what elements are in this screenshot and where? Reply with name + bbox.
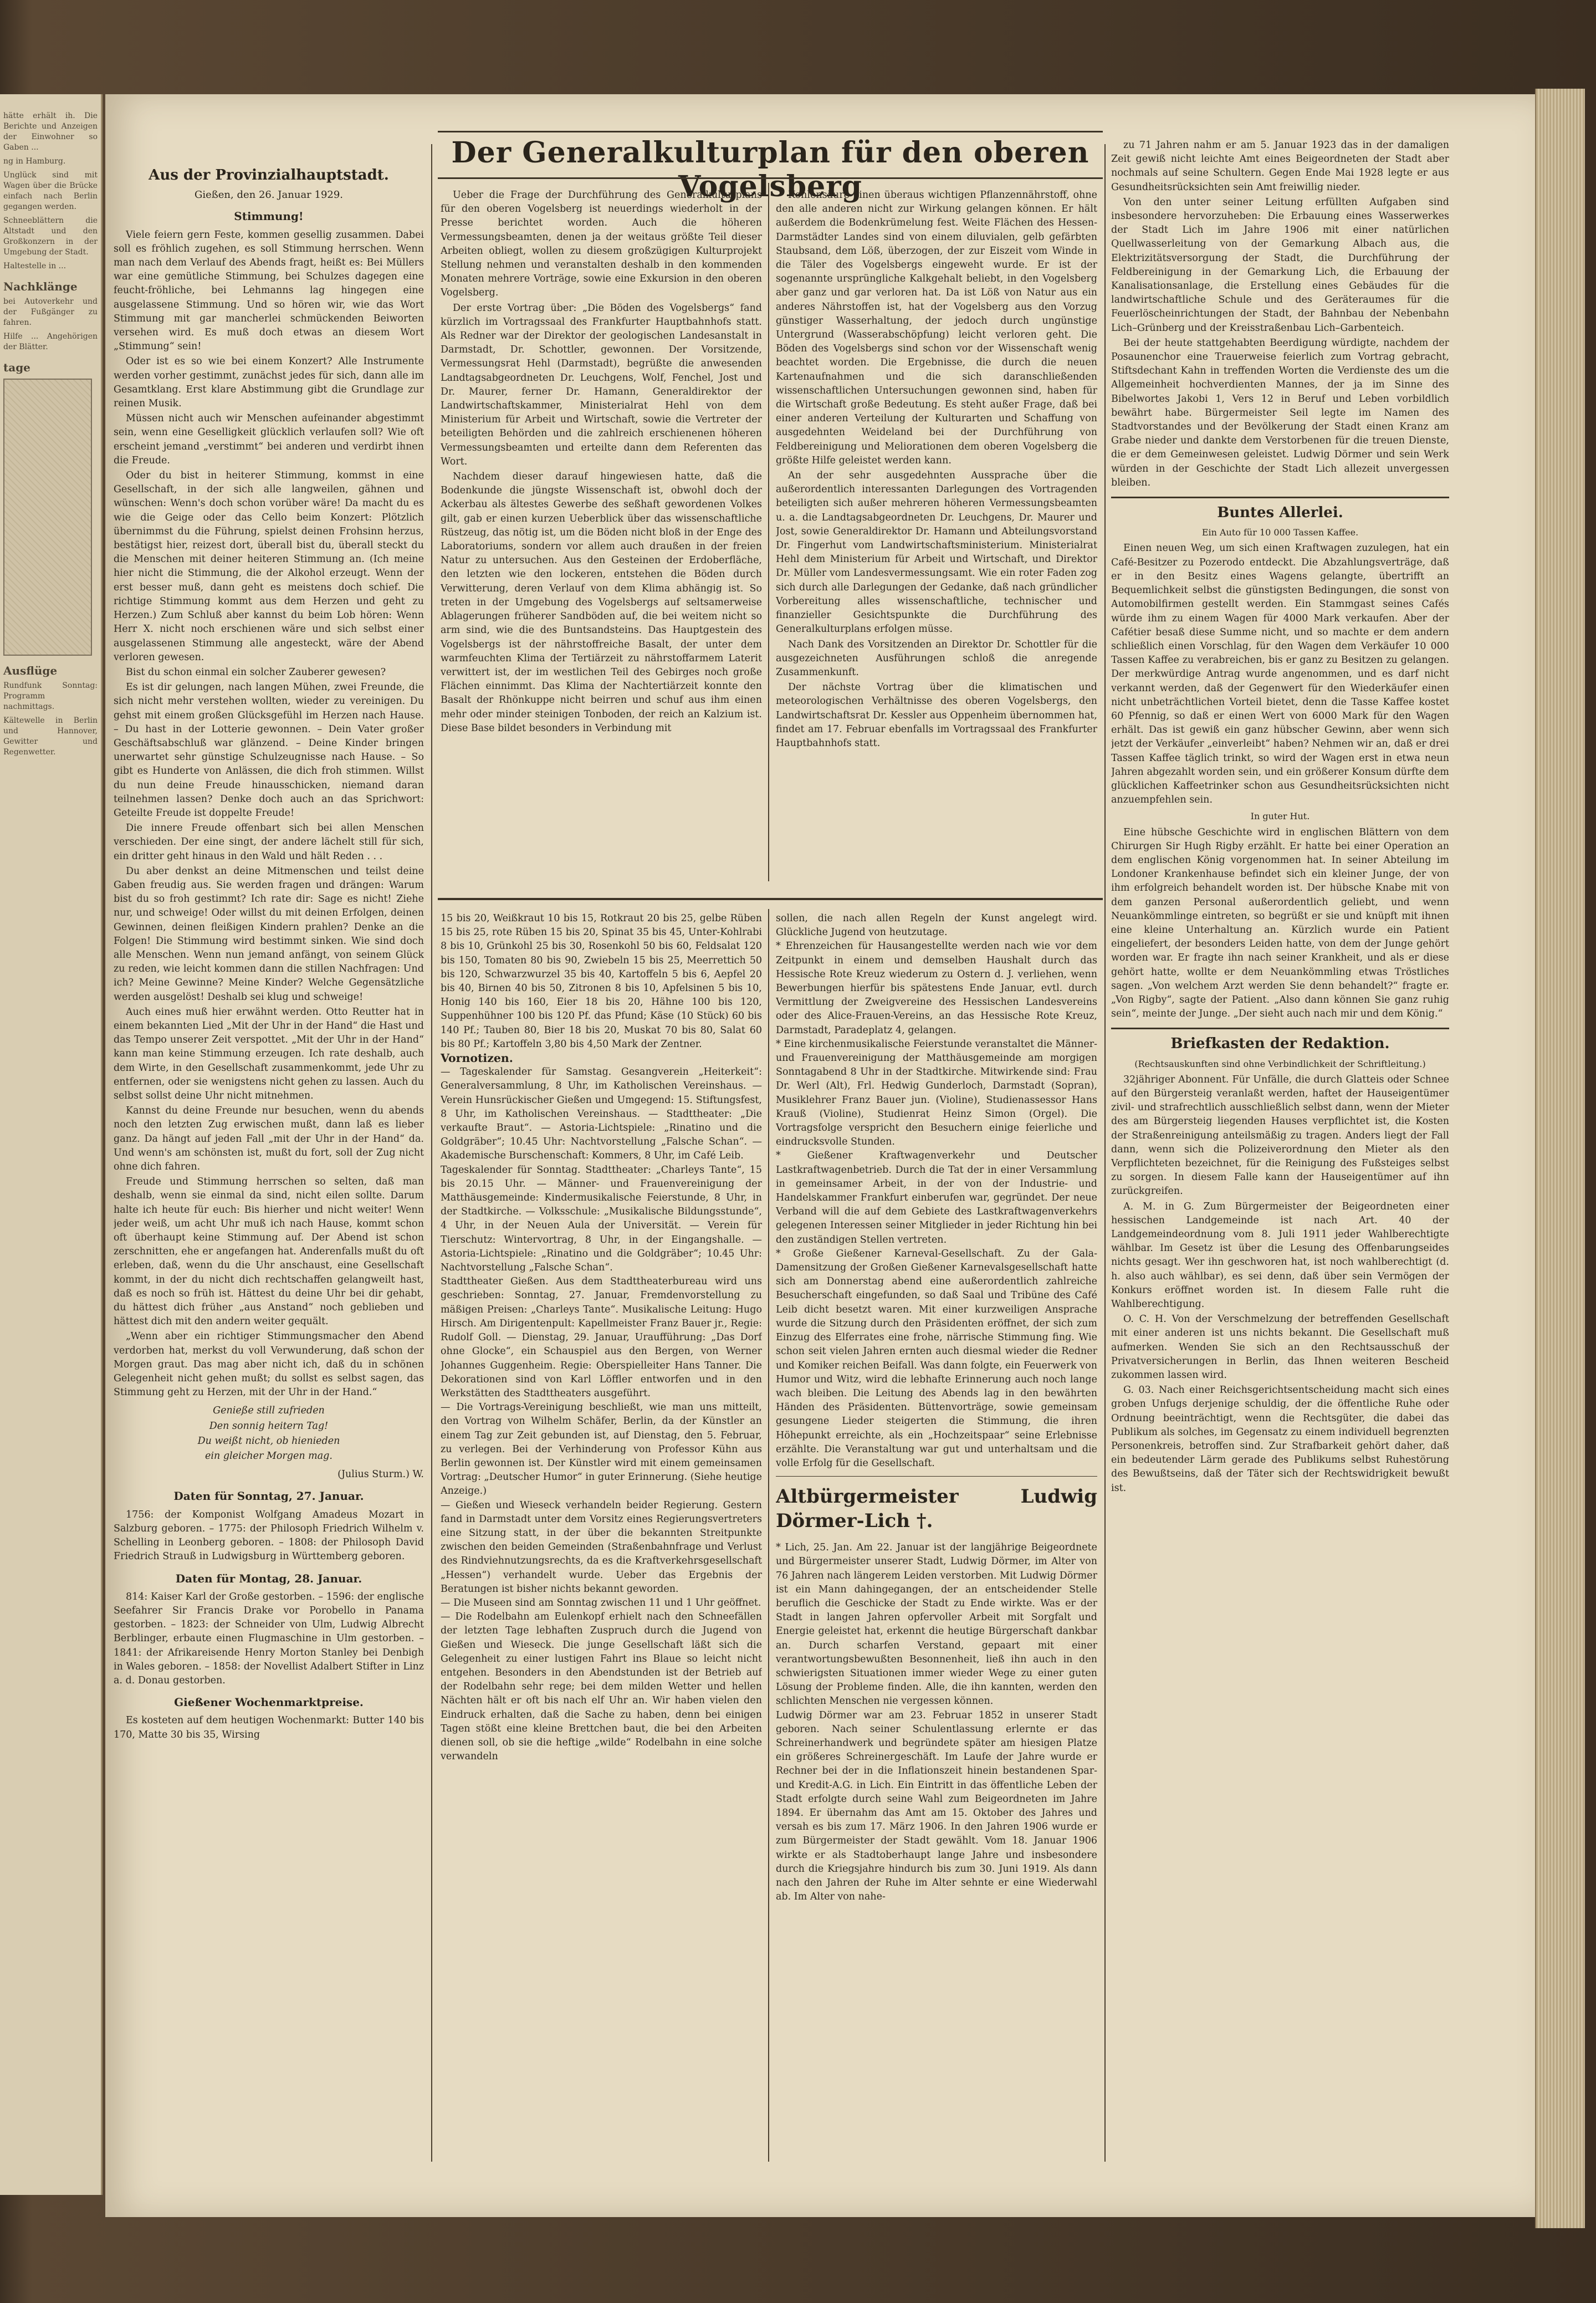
column-provincial-capital bbox=[114, 161, 424, 1743]
paragraph: Du aber denkst an deine Mitmenschen und teilst deine Gaben freudig aus. Sie werden fragen und drängen: Warum bist du so froh gestimmt? Ich rate dir: Sage es nicht! Ziehe nur, und schweige! Oder willst du mit deinen Erfolgen, deinen Gewinnen, deinen fleißigen Kindern prahlen? Denke an die Folgen! Die Stimmung wird bestimmt sinken. Wie sind doch alle Menschen. Wenn nun jemand anfängt, von seinem Glück zu reden, wie leicht kommen dann die stillen Nachfragen: Und ich? Meine Gewinne? Meine Kinder? Welche Gegensätzliche werden ausgelöst! Deshalb sei klug und schweige! bbox=[114, 865, 424, 1003]
article-title: Stimmung! bbox=[234, 210, 304, 223]
paragraph: * Gießener Kraftwagenverkehr und Deutscher Lastkraftwagenbetrieb. Durch die Tat der in einer Versammlung in gemeinsamer Arbeit, in der von der Industrie- und Handelskammer Frankfurt einberufen war, gegründet. Der neue Verband will die auf dem Gebiete des Lastkraftwagenverkehrs gelegenen Interessen seiner Mitglieder in jeder Richtung hin bei den zuständigen Stellen vertreten. bbox=[776, 1150, 1097, 1245]
left-page-text bbox=[3, 111, 98, 761]
poem-signature: (Julius Sturm.) W. bbox=[337, 1469, 424, 1480]
left-page-fragment bbox=[0, 94, 103, 2195]
paragraph: — Gießen und Wieseck verhandeln beider Regierung. Gestern fand in Darmstadt unter dem Vorsitz eines Regierungsvertreters eine Sitzung statt, in der über die bekannten Streitpunkte zwischen den beiden Gemeinden (Straßenbahnfrage und Verlust des Rindviehnutzungsrechts, da es die Kraftverkehrsgesellschaft „Hessen“) verhandelt wurde. Ueber das Ergebnis der Beratungen ist bisher nichts bekannt geworden. bbox=[441, 1499, 762, 1595]
left-heading: Nachklänge bbox=[3, 280, 78, 293]
paragraph: Müssen nicht auch wir Menschen aufeinander abgestimmt sein, wenn eine Geselligkeit glücklich verlaufen soll? Wie oft erscheint jemand „verstimmt“ bei anderen und verdirbt ihnen die Freude. bbox=[114, 413, 424, 466]
paragraph: Von den unter seiner Leitung erfüllten Aufgaben sind insbesondere hervorzuheben: Die Erbauung eines Wasserwerkes der Stadt Lich im Jahre 1906 mit einer natürlichen Quellwasserleitung von der Gemarkung Albach aus, die Elektrizitätsversorgung der Stadt, die Durchführung der Feldbereinigung in der Gemarkung Lich, die Erbauung der Kanalisationsanlage, die Erstellung eines Gebäudes für die landwirtschaftliche Schule und des Geräteraumes für die Feuerlöscheinrichtungen der Stadt, der Bahnbau der Nebenbahn Lich–Grünberg und der Kreisstraßenbau Lich–Garbenteich. bbox=[1111, 196, 1449, 334]
poem-line: Den sonnig heitern Tag! bbox=[209, 1420, 329, 1432]
paragraph: Der nächste Vortrag über die klimatischen und meteorologischen Verhältnisse des oberen Vogelsbergs, den Landwirtschaftsrat Dr. Kessler aus Oppenheim übernommen hat, findet am 17. Februar ebenfalls im Vortragssaal des Frankfurter Hauptbahnhofs statt. bbox=[776, 682, 1097, 749]
paragraph: zu 71 Jahren nahm er am 5. Januar 1923 das in der damaligen Zeit gewiß nicht leichte Amt eines Beigeordneten der Stadt aber nochmals auf seine Schultern. Gegen Ende Mai 1928 legte er aus Gesundheitsrücksichten sein Amt freiwillig nieder. bbox=[1111, 140, 1449, 193]
paragraph: A. M. in G. Zum Bürgermeister der Beigeordneten einer hessischen Landgemeinde ist nach Art. 40 der Landgemeindeordnung vom 8. Juli 1911 jeder Wahlberechtigte wählbar. Im Gesetz ist über die Lesung des Offenbarungseides nichts gesagt. Wer ihn geschworen hat, ist noch wahlberechtigt (d. h. also auch wählbar), es sei denn, daß über sein Vermögen der Konkurs eröffnet worden ist. In diesem Falle ruht die Wahlberechtigung. bbox=[1111, 1201, 1449, 1310]
paragraph: Der erste Vortrag über: „Die Böden des Vogelsbergs“ fand kürzlich im Vortragssaal des Frankfurter Hauptbahnhofs statt. Als Redner war der Direktor der geologischen Landesanstalt in Darmstadt, Dr. Schottler, gewonnen. Der Vorsitzende, Vermessungsrat Hehl (Darmstadt), begrüßte die anwesenden Landtagsabgeordneten Dr. Leuchgens, Wolf, Fenchel, Jost und Dr. Maurer, ferner Dr. Hamann, Generaldirektor der Landwirtschaftskammer, Ministerialrat Hehl von dem Ministerium für Arbeit und Wirtschaft, sowie die Vertreter der beteiligten Behörden und die zahlreich erschienenen höheren Vermessungsbeamten und erteilte dann dem Referenten das Wort. bbox=[441, 302, 762, 467]
section-title: Daten für Montag, 28. Januar. bbox=[175, 1571, 362, 1585]
column-headline: Aus der Provinzialhauptstadt. bbox=[149, 167, 389, 183]
paragraph: Bei der heute stattgehabten Beerdigung würdigte, nachdem der Posaunenchor eine Trauerweise feierlich zum Vortrag gebracht, Stiftsdechant Kahn in treffenden Worten die Verdienste des um die Allgemeinheit hochverdienten Mannes, der ja im Sinne des Bibelwortes Jakobi 1, Vers 12 in Beruf und Leben vorbildlich bewährt habe. Bürgermeister Seil legte im Namen des Stadtvorstandes und der Bevölkerung der Stadt einen Kranz am Grabe nieder und dankte dem Verstorbenen für die treuen Dienste, die er dem Gemeinwesen geleistet. Ludwig Dörmer und sein Werk würden in der Geschichte der Stadt Lich allezeit unvergessen bleiben. bbox=[1111, 337, 1449, 488]
left-snippet: Kältewelle in Berlin und Hannover, Gewitter und Regenwetter. bbox=[3, 716, 98, 757]
paragraph: * Eine kirchenmusikalische Feierstunde veranstaltet die Männer- und Frauenvereinigung der Matthäusgemeinde am morgigen Sonntagabend 8 Uhr in der Stadtkirche. Mitwirkende sind: Frau Dr. Werl (Alt), Frl. Hedwig Gunderloch, Darmstadt (Sopran), Musiklehrer Franz Bauer jun. (Violine), Studienassessor Hans Krauß (Violine), Studienrat Heinz Simon (Orgel). Die Vortragsfolge verspricht den Besuchern einige feierliche und eindrucksvolle Stunden. bbox=[776, 1038, 1097, 1148]
paragraph: Kohlensäure einen überaus wichtigen Pflanzennährstoff, ohne den alle anderen nicht zur Wirkung gelangen können. Er hält außerdem die Bodenkrümelung fest. Weite Flächen des Hessen-Darmstädter Landes sind von einem diluvialen, gelb gefärbten Staubsand, dem Löß, überzogen, der zur Eiszeit vom Winde in die Täler des Vogelsbergs eingeweht wurde. Er ist der sogenannte ursprüngliche Kalkgehalt beliebt, in den Vogelsberg aber ganz und gar verloren hat. Da ist Löß von Natur aus ein anderes Nährstoffen ist, hat der Vogelsberg aus den Vorzug günstiger Wasserhaltung, der jedoch durch ungünstige Untergrund (Wasserabschöpfung) leicht verloren geht. Die Böden des Vogelsbergs sind schon vor der Wissenschaft wenig beachtet worden. Die Ergebnisse, die durch die neuen Kartenaufnahmen und die sich daranschließenden wissenschaftlichen Untersuchungen gewonnen sind, haben für die Wirtschaft große Bedeutung. Es steht außer Frage, daß bei einer anderen Verteilung der Kulturarten und Schaffung von ausgedehnten Weideland bei der Durchführung von Feldbereinigung und Meliorationen dem oberen Vogelsberg die größte Hilfe geleistet werden kann. bbox=[776, 190, 1097, 466]
paragraph: Tageskalender für Sonntag. Stadttheater: „Charleys Tante“, 15 bis 20.15 Uhr. — Männer- und Frauenvereinigung der Matthäusgemeinde: Kindermusikalische Feierstunde, 8 Uhr, in der Stadtkirche. — Volksschule: „Musikalische Bildungsstunde“, 4 Uhr, in der Neuen Aula der Universität. — Verein für Tierschutz: Wintervortrag, 8 Uhr, in der Eingangshalle. — Astoria-Lichtspiele: „Rinatino und die Goldgräber“; 10.45 Uhr: Nachtvorstellung „Falsche Schan“. bbox=[441, 1164, 762, 1274]
paragraph: Oder ist es so wie bei einem Konzert? Alle Instrumente werden vorher gestimmt, zunächst jedes für sich, dann alle im Gesamtklang. Erst klare Abstimmung gibt die Grundlage zur reinen Musik. bbox=[114, 356, 424, 410]
left-heading: Ausflüge bbox=[3, 664, 58, 677]
paragraph: „Wenn aber ein richtiger Stimmungsmacher den Abend verdorben hat, merkst du voll Verwunderung, daß schon der Morgen graut. Das mag aber nicht ich, daß du in schönen Gelegenheit nicht gehen mußt; du sollst es selbst sagen, das Stimmung geht zu Herzen, mit der Uhr in der Hand.“ bbox=[114, 1331, 424, 1398]
column-culture-plan-2 bbox=[776, 188, 1097, 752]
paragraph: * Ehrenzeichen für Hausangestellte werden nach wie vor dem Zeitpunkt in einem und demselben Haushalt durch das Hessische Rote Kreuz wiederum zu Ostern d. J. verliehen, wenn Bewerbungen hierfür bis spätestens Ende Januar, evtl. durch Vermittlung der Zweigvereine des Hessischen Landesvereins oder des Alice-Frauen-Vereins, an das Hessische Rote Kreuz, Darmstadt, Paradeplatz 4, gelangen. bbox=[776, 941, 1097, 1036]
paragraph: 15 bis 20, Weißkraut 10 bis 15, Rotkraut 20 bis 25, gelbe Rüben 15 bis 25, rote Rüben 15 bis 20, Spinat 35 bis 45, Unter-Kohlrabi 8 bis 10, Grünkohl 25 bis 30, Rosenkohl 50 bis 60, Feldsalat 120 bis 150, Tomaten 80 bis 90, Zwiebeln 15 bis 25, Meerrettich 50 bis 120, Schwarzwurzel 35 bis 40, Kartoffeln 5 bis 6, Aepfel 20 bis 40, Birnen 40 bis 50, Zitronen 8 bis 10, Apfelsinen 5 bis 10, Honig 140 bis 160, Eier 18 bis 20, Hähne 100 bis 120, Suppenhühner 100 bis 120 Pf. das Pfund; Käse (10 Stück) 60 bis 140 Pf.; Tauben 80, Bier 18 bis 20, Muskat 70 bis 80, Salat 60 bis 80 Pf.; Kartoffeln 3,80 bis 4,50 Mark der Zentner. bbox=[441, 913, 762, 1050]
section-subtitle: In guter Hut. bbox=[1250, 811, 1310, 822]
paragraph: * Große Gießener Karneval-Gesellschaft. Zu der Gala-Damensitzung der Großen Gießener Karnevalsgesellschaft hatte sich am Donnerstag abend eine außerordentlich zahlreiche Besucherschaft eingefunden, so daß Saal und Tribüne des Café Leib dicht besetzt waren. Mit einer kurzweiligen Ansprache wurde die Sitzung durch den Präsidenten eröffnet, der sich zum Einzug des Elferrates eine frohe, närrische Stimmung fing. Wie schon seit vielen Jahren ernten auch diesmal wieder die Redner und Komiker reichen Beifall. Was dann folgte, ein Feuerwerk von Humor und Witz, wird die lebhafte Erinnerung auch noch lange wach bleiben. Die Leitung des Abends lag in den bewährten Händen des Präsidenten. Büttenvorträge, sowie gemeinsam gesungene Lieder steigerten die Stimmung, die ihren Höhepunkt erreichte, als ein „Hochzeitspaar“ seine Erlebnisse erzählte. Die Veranstaltung war gut und unterhaltsam und die volle Erfolg für die Gesellschaft. bbox=[776, 1248, 1097, 1469]
left-snippet: Schneeblättern die Altstadt und den Großkonzern in der Umgebung der Stadt. bbox=[3, 216, 98, 257]
paragraph: — Tageskalender für Samstag. Gesangverein „Heiterkeit“: Generalversammlung, 8 Uhr, im Katholischen Vereinshaus. — Verein Hunsrückischer Gießen und Umgegend: 15. Stiftungsfest, 8 Uhr, im Katholischen Vereinshaus. — Stadttheater: „Die verkaufte Braut“. — Astoria-Lichtspiele: „Rinatino und die Goldgräber“; 10.45 Uhr: Nachtvorstellung „Falsche Schan“. — Akademische Burschenschaft: Kommers, 8 Uhr, im Café Leib. bbox=[441, 1066, 762, 1162]
section-headline: Buntes Allerlei. bbox=[1217, 504, 1343, 522]
paragraph: Oder du bist in heiterer Stimmung, kommst in eine Gesellschaft, in der sich alle langweilen, gähnen und wünschen: Wenn's doch schon vorüber wäre! Da macht du es wie die Geige oder das Cello beim Konzert: Plötzlich übernimmst du die Führung, spielst deinen Frohsinn herzus, bestätigst hier, reizest dort, überall bist du, überall steckt du die Menschen mit deiner heiteren Stimmung an. (Ich meine hier nicht die Stimmung, die der Alkohol erzeugt. Wenn der erst besser muß, dann geht es meistens doch schief. Die richtige Stimmung kommt aus dem Herzen und geht zu Herzen.) Zum Schluß aber kannst du beim Lob hören: Wenn Herr X. nicht noch erschienen wäre und sich selbst einer ausgelassenen Stimmung alle angesteckt, wäre der Abend verloren gewesen. bbox=[114, 470, 424, 663]
paragraph: * Lich, 25. Jan. Am 22. Januar ist der langjährige Beigeordnete und Bürgermeister unserer Stadt, Ludwig Dörmer, im Alter von 76 Jahren nach längerem Leiden verstorben. Mit Ludwig Dörmer ist ein Mann dahingegangen, der an entscheidender Stelle beruflich die Geschicke der Stadt zu Ende wirkte. Was er der Stadt in langen Jahren opfervoller Arbeit mit Sorgfalt und Energie geleistet hat, erkennt die heutige Bürgerschaft dankbar an. Durch scharfen Verstand, gepaart mit einer verantwortungsbewußten Besonnenheit, ließ ihn auch in den schwierigsten Situationen immer wieder Wege zu einer guten Lösung der Probleme finden. Alle, die ihn kannten, werden den schlichten Menschen nie vergessen können. bbox=[776, 1542, 1097, 1707]
paragraph: Es kosteten auf dem heutigen Wochenmarkt: Butter 140 bis 170, Matte 30 bis 35, Wirsing bbox=[114, 1715, 424, 1740]
headline-rule bbox=[438, 131, 1103, 132]
column-divider bbox=[768, 183, 769, 881]
paragraph: Die innere Freude offenbart sich bei allen Menschen verschieden. Der eine singt, der andere lächelt still für sich, ein dritter geht hinaus in den Wald und hält Reden . . . bbox=[114, 823, 424, 862]
paragraph: Kannst du deine Freunde nur besuchen, wenn du abends noch den letzten Zug erwischen mußt, dann laß es lieber ganz. Da hängt auf jeden Fall „mit der Uhr in der Hand“ da. Und wenn's am schönsten ist, mußt du fort, soll der Zug nicht ohne dich fahren. bbox=[114, 1105, 424, 1173]
paragraph: Ueber die Frage der Durchführung des Generalkulturplans für den oberen Vogelsberg ist neuerdings wiederholt in der Presse berichtet worden. Auch die höheren Vermessungsbeamten, denen ja der weitaus größte Teil dieser Arbeiten obliegt, wollen zu diesem großzügigen Kulturprojekt Stellung nehmen und veranstalten deshalb in den kommenden Monaten mehrere Vorträge, sowie eine Exkursion in den oberen Vogelsberg. bbox=[441, 190, 762, 299]
section-title: Gießener Wochenmarktpreise. bbox=[174, 1696, 364, 1709]
paragraph: Ludwig Dörmer war am 23. Februar 1852 in unserer Stadt geboren. Nach seiner Schulentlassung erlernte er das Schreinerhandwerk und begründete später am hiesigen Platze ein größeres Schreinergeschäft. Im Laufe der Jahre wurde er Rechner bei der in die Inflationszeit hinein bestandenen Spar- und Kredit-A.G. in Lich. Ein Eintritt in das öffentliche Leben der Stadt erfolgte durch seine Wahl zum Beigeordneten im Jahre 1894. Er übernahm das Amt am 15. Oktober des Jahres und versah es bis zum 17. März 1906. In den Jahren 1906 wurde er zum Bürgermeister der Stadt gewählt. Vom 18. Januar 1906 wirkte er als Stadtoberhaupt lange Jahre und insbesondere durch die Kriegsjahre hindurch bis zum 30. Juni 1919. Als dann nach den Jahren der Ruhe im Alter sehnte er eine Wiederwahl ab. Im Alter von nahe- bbox=[776, 1709, 1097, 1903]
section-subtitle: (Rechtsauskunften sind ohne Verbindlichkeit der Schriftleitung.) bbox=[1134, 1058, 1426, 1069]
paragraph: Stadttheater Gießen. Aus dem Stadttheaterbureau wird uns geschrieben: Sonntag, 27. Januar, Fremdenvorstellung zu mäßigen Preisen: „Charleys Tante“. Musikalische Leitung: Hugo Hirsch. Am Dirigentenpult: Kapellmeister Franz Bauer jr., Regie: Rudolf Goll. — Dienstag, 29. Januar, Uraufführung: „Das Dorf ohne Glocke“, ein Schauspiel aus den Bergen, von Werner Johannes Guggenheim. Regie: Oberspielleiter Hans Tanner. Die Dekorationen sind von Karl Löffler entworfen und in den Werkstätten des Stadttheaters ausgeführt. bbox=[441, 1276, 762, 1399]
divider bbox=[1111, 1028, 1449, 1029]
paragraph: G. 03. Nach einer Reichsgerichtsentscheidung macht sich eines groben Unfugs derjenige schuldig, der die öffentliche Ruhe oder Ordnung beeinträchtigt, wenn die Rechtsgüter, die dabei das Publikum als solches, im Gegensatz zu einem individuell begrenzten Personenkreis, betroffen sind. Zur Strafbarkeit gehört daher, daß ein bedeutender Lärm gerade des Publikums selbst Ruhestörung des Bewußtseins, daß der Täter sich der Rechtswidrigkeit bewußt ist. bbox=[1111, 1385, 1449, 1494]
column-divider bbox=[1104, 144, 1106, 2162]
left-snippet: Rundfunk Sonntag: Programm nachmittags. bbox=[3, 681, 98, 711]
column-culture-plan-1 bbox=[441, 188, 762, 737]
paragraph: Eine hübsche Geschichte wird in englischen Blättern von dem Chirurgen Sir Hugh Rigby erzählt. Er hatte bei einer Operation an dem englischen König vorgenommen hat. In seiner Abteilung im Londoner Krankenhause befindet sich ein kleiner Junge, der von ihm erfolgreich behandelt worden ist. Der hübsche Knabe mit von dem ganzen Personal außerordentlich geliebt, und wenn Neuankömmlinge eintreten, so begrüßt er sie und knüpft mit ihnen eine kleine Unterhaltung an. Kürzlich wurde ein Patient eingeliefert, der besonders Leiden hatte, von dem der Junge gehört worden war. Er fragte ihn nach seiner Krankheit, und als er diese gehört hatte, wollte er dem Neuankömmling etwas Tröstliches sagen. „Von welchem Arzt werden Sie denn behandelt?“ fragte er. „Von Rigby“, sagte der Patient. „Also dann können Sie ganz ruhig sein“, meinte der Junge. „Der sieht auch nach mir und dem König.“ bbox=[1111, 826, 1449, 1020]
paragraph: O. C. H. Von der Verschmelzung der betreffenden Gesellschaft mit einer anderen ist uns nichts bekannt. Die Gesellschaft muß aufmerken. Wenden Sie sich an den Rechtsausschuß der Privatversicherungen in Berlin, das Ihnen weiteren Bescheid zukommen lassen wird. bbox=[1111, 1314, 1449, 1381]
poem-line: ein gleicher Morgen mag. bbox=[205, 1451, 332, 1462]
paragraph: Freude und Stimmung herrschen so selten, daß man deshalb, wenn sie einmal da sind, nicht eilen sollte. Darum halte ich heute für euch: Bis hierher und nicht weiter! Wenn jeder weiß, um acht Uhr muß ich nach Hause, kommt schon oft überhaupt keine Stimmung auf. Der Abend ist schon zerschnitten, ehe er angefangen hat. Anderenfalls mußt du oft erleben, daß, wenn du die Uhr anschaust, eine Gesellschaft kommt, in der du nicht dich rechtschaffen gelangweilt hast, daß es noch so früh ist. Hättest du deine Uhr bei dir gehabt, du hättest dich früher „aus Anstand“ noch geblieben und hättest dich mit den andern weiter gequält. bbox=[114, 1176, 424, 1327]
left-heading: tage bbox=[3, 361, 30, 374]
left-snippet: Hilfe ... Angehörigen der Blätter. bbox=[3, 332, 98, 351]
divider bbox=[776, 1476, 1097, 1477]
section-title: Vornotizen. bbox=[441, 1051, 513, 1065]
paragraph: An der sehr ausgedehnten Aussprache über die außerordentlich interessanten Darlegungen des Vortragenden beteiligten sich außer mehreren höheren Vermessungsbeamten u. a. die Landtagsabgeordneten Dr. Leuchgens, Dr. Maurer und Jost, sowie Generaldirektor Dr. Hamann und Abteilungsvorstand Dr. Fingerhut vom Landwirtschaftsministerium. Ministerialrat Hehl dem Ministerium für Arbeit und Wirtschaft, und Direktor Dr. Müller vom Landesvermessungsamt. Wie ein roter Faden zog sich durch alle Darlegungen der Gedanke, daß nach gründlicher Vorbereitung alles wissenschaftliche, technischer und finanzieller Gesichtspunkte die Durchführung des Generalkulturplans erfolgen müsse. bbox=[776, 470, 1097, 635]
paragraph: Bist du schon einmal ein solcher Zauberer gewesen? bbox=[126, 666, 386, 678]
paragraph: 1756: der Komponist Wolfgang Amadeus Mozart in Salzburg geboren. – 1775: der Philosoph Friedrich Wilhelm v. Schelling in Leonberg geboren. – 1808: der Philosoph David Friedrich Strauß in Ludwigsburg in Württemberg geboren. bbox=[114, 1509, 424, 1562]
paragraph: Es ist dir gelungen, nach langen Mühen, zwei Freunde, die sich nicht mehr verstehen wollten, wieder zu vereinigen. Du gehst mit einem großen Glücksgefühl im Herzen nach Hause. – Du hast in der Lotterie gewonnen. – Dein Vater großer Geschäftsabschluß war glänzend. – Deine Kinder bringen unerwartet sehr günstige Schulzeugnisse nach Hause. – So gibt es Hunderte von Anlässen, die dich froh stimmen. Willst du nun deine Freude hinausschicken, niemand daran teilnehmen lassen? Denke doch auch an das Sprichwort: Geteilte Freude ist doppelte Freude! bbox=[114, 682, 424, 819]
section-headline: Briefkasten der Redaktion. bbox=[1170, 1035, 1390, 1053]
left-snippet: ng in Hamburg. bbox=[3, 157, 66, 166]
left-snippet: bei Autoverkehr und der Fußgänger zu fahren. bbox=[3, 297, 98, 327]
main-headline: Der Generalkulturplan für den oberen Vogelsberg bbox=[451, 136, 1089, 203]
headline-rule bbox=[438, 177, 1103, 179]
paragraph: Nach Dank des Vorsitzenden an Direktor Dr. Schottler für die ausgezeichneten Ausführungen schloß die anregende Zusammenkunft. bbox=[776, 639, 1097, 678]
section-subtitle: Ein Auto für 10 000 Tassen Kaffee. bbox=[1201, 527, 1359, 538]
dateline: Gießen, den 26. Januar 1929. bbox=[194, 189, 344, 201]
poem-line: Du weißt nicht, ob hienieden bbox=[197, 1435, 340, 1447]
page-edges bbox=[1535, 89, 1585, 2228]
paragraph: — Die Rodelbahn am Eulenkopf erhielt nach den Schneefällen der letzten Tage lebhaften Zuspruch durch die Jugend von Gießen und Wieseck. Die junge Gesellschaft läßt sich die Gelegenheit zu einer lustigen Fahrt ins Blaue so leicht nicht entgehen. Besonders in den Abendstunden ist der Betrieb auf der Rodelbahn sehr rege; bei dem milden Wetter und hellen Nächten hält er oft bis nach elf Uhr an. Wir haben vielen den Eindruck erhalten, daß die Sache zu haben, denn bei einigen Tagen stößt eine kleine Brettchen baut, die bei den Arbeiten dienen soll, ob sie die heftige „wilde“ Rodelbahn in eine solche verwandeln bbox=[441, 1611, 762, 1763]
column-divider bbox=[768, 909, 769, 2162]
poem-line: Genieße still zufrieden bbox=[213, 1405, 325, 1417]
column-divider bbox=[431, 144, 432, 2162]
left-snippet: hätte erhält ih. Die Berichte und Anzeigen der Einwohner so Gaben ... bbox=[3, 111, 98, 152]
paragraph: Nachdem dieser darauf hingewiesen hatte, daß die Bodenkunde die jüngste Wissenschaft ist, obwohl doch der Ackerbau als ältestes Gewerbe des seßhaft gewordenen Volkes gilt, gab er einen kurzen Ueberblick über das wissenschaftliche Rüstzeug, das nötig ist, um die Böden nicht bloß in der Enge des Laboratoriums, sondern vor allem auch draußen in der freien Natur zu untersuchen. Aus den Gesteinen der Erdoberfläche, den letzten wie den lockeren, entstehen die Böden durch Verwitterung, deren Verlauf von dem Klima abhängig ist. So treten in der Umgebung des Vogelsbergs auf seltsamerweise Ablagerungen früherer Sandböden auf, die bei weitem nicht so arm sind, wie die des Buntsandsteins. Das Hauptgestein des Vogelsbergs ist der nährstoffreiche Basalt, der unter dem warmfeuchten Klima der Tertiärzeit zu nährstoffarmem Laterit verwittert ist, der im westlichen Teil des Gebirges noch große Flächen einnimmt. Das Klima der Nachtertiärzeit konnte den Basalt der Rhönkuppe nicht beirren und schuf aus ihm einen mehr oder minder steinigen Tonboden, der reich an Kalzium ist. Diese Base bildet besonders in Verbindung mit bbox=[441, 471, 762, 734]
poem bbox=[114, 1404, 424, 1463]
paragraph: 814: Kaiser Karl der Große gestorben. – 1596: der englische Seefahrer Sir Francis Drake vor Porobello in Panama gestorben. – 1823: der Schneider von Ulm, Ludwig Albrecht Berblinger, erbaute einen Flugmaschine in Ulm gestorben. – 1841: der Afrikareisende Henry Morton Stanley bei Denbigh in Wales geboren. – 1858: der Novellist Adalbert Stifter in Linz a. d. Donau gestorben. bbox=[114, 1591, 424, 1686]
divider bbox=[1111, 497, 1449, 498]
paragraph: — Die Museen sind am Sonntag zwischen 11 und 1 Uhr geöffnet. bbox=[441, 1597, 761, 1608]
paragraph: sollen, die nach allen Regeln der Kunst angelegt wird. Glückliche Jugend von heutzutage. bbox=[776, 913, 1097, 938]
paragraph: Einen neuen Weg, um sich einen Kraftwagen zuzulegen, hat ein Café-Besitzer zu Pozerodo entdeckt. Die Abzahlungsverträge, daß er in den Besitz eines Wagens gelangte, übertrifft an Bequemlichkeit selbst die günstigsten Bedingungen, die sonst von Automobilfirmen gestellt werden. Ein Stammgast seines Cafés würde ihm zu einem Wagen für 4000 Mark verkaufen. Aber der Cafétier besaß diese Summe nicht, und so machte er dem andern schließlich einen Vorschlag, für den Wagen dem Verkäufer 10 000 Tassen Kaffee zu verabreichen, bis er ganz zu Besitzen zu gelangen. Der merkwürdige Antrag wurde angenommen, und es darf nicht verkannt werden, daß der Gegenwert für den Wiederkäufer einen nicht unbeträchtlichen Vorteil bietet, denn die Tasse Kaffee kostet 60 Pfennig, so daß er einen Wert von 6000 Mark für den Wagen erhält. Das ist gewiß ein ganz hübscher Gewinn, aber wenn sich jetzt der Verkäufer „einverleibt“ haben? Nehmen wir an, daß er drei Tassen Kaffee täglich trinkt, so wird der Wagen erst in etwa neun Jahren abgezahlt worden sein, und ein größerer Konsum dürfte dem glücklichen Kaffeetrinker schon aus Gesundheitsrücksichten nicht anzuempfehlen sein. bbox=[1111, 543, 1449, 806]
paragraph: 32jähriger Abonnent. Für Unfälle, die durch Glatteis oder Schnee auf den Bürgersteig veranlaßt werden, haftet der Hauseigentümer zivil- und strafrechtlich ausschließlich selbst dann, wenn der Mieter des am Bürgersteig liegenden Hauses verpflichtet ist, die Kosten der Straßenreinigung anteilsmäßig zu tragen. Anders liegt der Fall dann, wenn sich die Polizeiverordnung den Mieter als den Verpflichteten bezeichnet, für die Reinigung des Fußsteiges selbst zu sorgen. In diesem Falle kann der Hauseigentümer auf ihn zurückgreifen. bbox=[1111, 1074, 1449, 1197]
left-snippet: Haltestelle in ... bbox=[3, 262, 66, 270]
section-title: Daten für Sonntag, 27. Januar. bbox=[173, 1489, 364, 1503]
paragraph: Auch eines muß hier erwähnt werden. Otto Reutter hat in einem bekannten Lied „Mit der Uhr in der Hand“ die Hast und das Tempo unserer Zeit verspottet. „Mit der Uhr in der Hand“ kann man keine Stimmung erzeugen. Ich rate deshalb, auch dem Wirte, in den Gesellschaft zusammenkommt, jede Uhr zu entfernen, oder sie wenigstens nicht gehen zu lassen. Auch du selbst sollst deine Uhr nicht mitnehmen. bbox=[114, 1006, 424, 1101]
obituary-title: Altbürgermeister Ludwig Dörmer-Lich †. bbox=[776, 1485, 1097, 1533]
paragraph: Viele feiern gern Feste, kommen gesellig zusammen. Dabei soll es fröhlich zugehen, es soll Stimmung herrschen. Wenn man nach dem Verlauf des Abends fragt, heißt es: Bei Müllers war eine gemütliche Stimmung, bei Schulzes dagegen eine feucht-fröhliche, bei Lehmanns lag hingegen eine ausgelassene Stimmung. Und so hören wir, wie das Wort Stimmung mit gar mancherlei schmückenden Beiworten versehen wird. Es muß doch etwas an diesem Wort „Stimmung“ sein! bbox=[114, 229, 424, 353]
section-rule bbox=[438, 898, 1103, 900]
paragraph: — Die Vortrags-Vereinigung beschließt, wie man uns mitteilt, den Vortrag von Wilhelm Schäfer, Berlin, da der Künstler an einem Tag zur Zeit gebunden ist, auf Dienstag, den 5. Februar, zu verlegen. Bei der Verhinderung von Professor Kühn aus Berlin gewonnen ist. Der Künstler wird mit einem gemeinsamen Vortrag: „Deutscher Humor“ in guter Erinnerung. (Siehe heutige Anzeige.) bbox=[441, 1402, 762, 1497]
left-map-image bbox=[3, 379, 92, 656]
left-snippet: Unglück sind mit Wagen über die Brücke einfach nach Berlin gegangen werden. bbox=[3, 171, 98, 211]
column-right bbox=[1111, 139, 1449, 1497]
column-local-news-2 bbox=[776, 912, 1097, 1904]
column-local-news bbox=[441, 912, 762, 1764]
